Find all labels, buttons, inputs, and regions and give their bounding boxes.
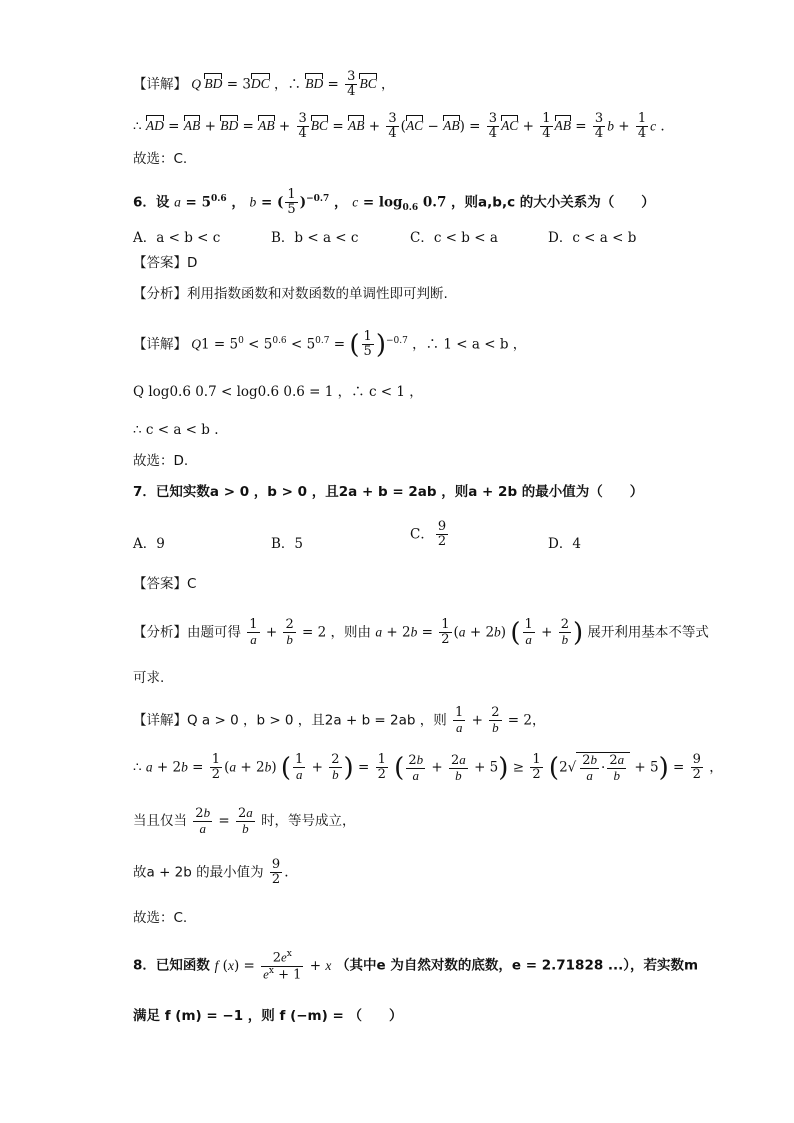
q6-analysis: 【分析】利用指数函数和对数函数的单调性即可判断. [133, 286, 448, 302]
q7-analysis: 【分析】由题可得 $\frac{1}{a}$ + $\frac{2}{b}$ = 2 ，则由 a + 2b = $\frac{1}{2}$ (a + 2b) ( $\frac{1}{a}$ + $\frac{2}{b}$ ) 展开利用基本不等式 [133, 617, 709, 648]
q6-option-c[interactable]: C．c < b < a [410, 230, 498, 246]
q7-stem: 7．已知实数a > 0 ，b > 0 ，且2a + b = 2ab ，则a + 2b 的最小值为（ ） [133, 484, 644, 500]
q8-stem-line1: 8．已知函数 f (x) = $\frac{2e^x}{e^x + 1}$ + x （其中e 为自然对数的底数，e = 2.71828 ...），若实数m [133, 949, 699, 982]
q6-option-b[interactable]: B．b < a < c [271, 230, 359, 246]
detail5-tag: 【详解】 [133, 76, 187, 93]
q7-analysis-tail: 可求. [133, 670, 165, 686]
q7-answer: 【答案】C [133, 576, 197, 592]
q6-detail1: 【详解】 $Q1 = 5^0 < 5^{0.6} < 5^{0.7}$ = ( $\frac{1}{5}$ )$^{-0.7}$ ，∴ 1 < a < b ， [133, 329, 527, 360]
q7-option-c[interactable]: C． $\frac{9}{2}$ [410, 519, 447, 550]
q7-detail1: 【详解】Q a > 0 ，b > 0 ，且2a + b = 2ab ，则 $\frac{1}{a}$ + $\frac{2}{b}$ = 2， [133, 705, 546, 736]
detail5-answer: 故选：C. [133, 151, 188, 167]
q6-choose: 故选：D. [133, 453, 189, 469]
q7-detail2: ∴ a + 2b = $\frac{1}{2}$ (a + 2b) ( $\frac{1}{a}$ + $\frac{2}{b}$ ) = $\frac{1}{2}$ ( $\frac{2b}{a}$ + $\frac{2a}{b}$ + 5) ≥ $\frac{1}{2}$ (2√ $\frac{2b}{a}$ · $\frac{2a}{b}$ + 5) = $\frac{9}{2}$ ， [133, 751, 723, 784]
q6-answer: 【答案】D [133, 255, 198, 271]
q7-option-b[interactable]: B．5 [271, 536, 304, 552]
q6-option-a[interactable]: A．a < b < c [133, 230, 221, 246]
q6-stem: 6．设 $a = 5^{0.6}$ ， b = ( $\frac{1}{5}$ )$^{-0.7}$ ， $c = \log_{0.6} 0.7$ ，则a,b,c 的大小关系为（ ） [133, 187, 655, 218]
q7-equal-condition: 当且仅当 $\frac{2b}{a}$ = $\frac{2a}{b}$ 时，等号成立， [133, 805, 356, 837]
q7-option-a[interactable]: A．9 [133, 536, 165, 552]
detail5-line2: ∴ AD = AB + BD = AB + $\frac{3}{4}$ BC = AB + $\frac{3}{4}$ (AC − AB) = $\frac{3}{4}$ AC + $\frac{1}{4}$ AB = $\frac{3}{4}$ b + $\frac{1}{4}$ c . [133, 111, 665, 142]
q6-option-d[interactable]: D．c < a < b [548, 230, 637, 246]
q6-detail3: ∴ c < a < b . [133, 422, 219, 438]
detail5-line1: 【详解】 Q BD = 3DC ，∴ BD = $\frac{3}{4}$ BC ， [133, 69, 395, 100]
q7-min-value: 故a + 2b 的最小值为 $\frac{9}{2}$ . [133, 857, 289, 888]
q6-detail2: Q log0.6 0.7 < log0.6 0.6 = 1 ，∴ c < 1 ， [133, 384, 423, 400]
q7-choose: 故选：C. [133, 910, 188, 926]
q8-stem-line2: 满足 f (m) = −1 ，则 f (−m) = （ ） [133, 1008, 403, 1024]
q7-option-d[interactable]: D．4 [548, 536, 581, 552]
